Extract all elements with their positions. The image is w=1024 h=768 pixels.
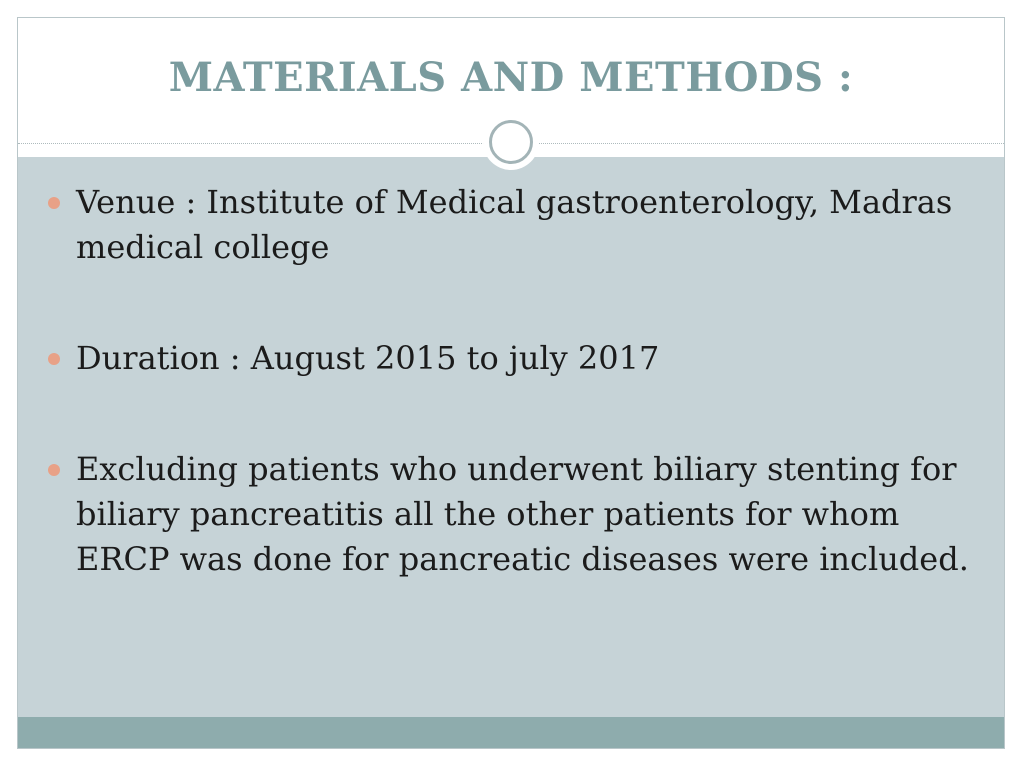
bullet-item-duration <box>48 336 988 381</box>
circle-ornament-icon <box>483 114 539 170</box>
slide-frame <box>17 17 1005 749</box>
bullet-text: Duration : August 2015 to july 2017 <box>76 339 660 377</box>
bullet-dot-icon <box>48 353 60 365</box>
bullet-list <box>48 180 988 582</box>
slide-title: MATERIALS AND METHODS : <box>168 54 854 101</box>
footer-band <box>18 717 1004 748</box>
bullet-dot-icon <box>48 464 60 476</box>
bullet-item-venue <box>48 180 988 270</box>
bullet-text: Excluding patients who underwent biliary stenting for biliary pancreatitis all the other patients for whom ERCP was done for pancreatic diseases were included. <box>76 450 969 578</box>
circle-ring <box>489 120 533 164</box>
bullet-dot-icon <box>48 197 60 209</box>
bullet-text: Venue : Institute of Medical gastroenterology, Madras medical college <box>76 183 953 266</box>
bullet-item-inclusion <box>48 447 988 582</box>
